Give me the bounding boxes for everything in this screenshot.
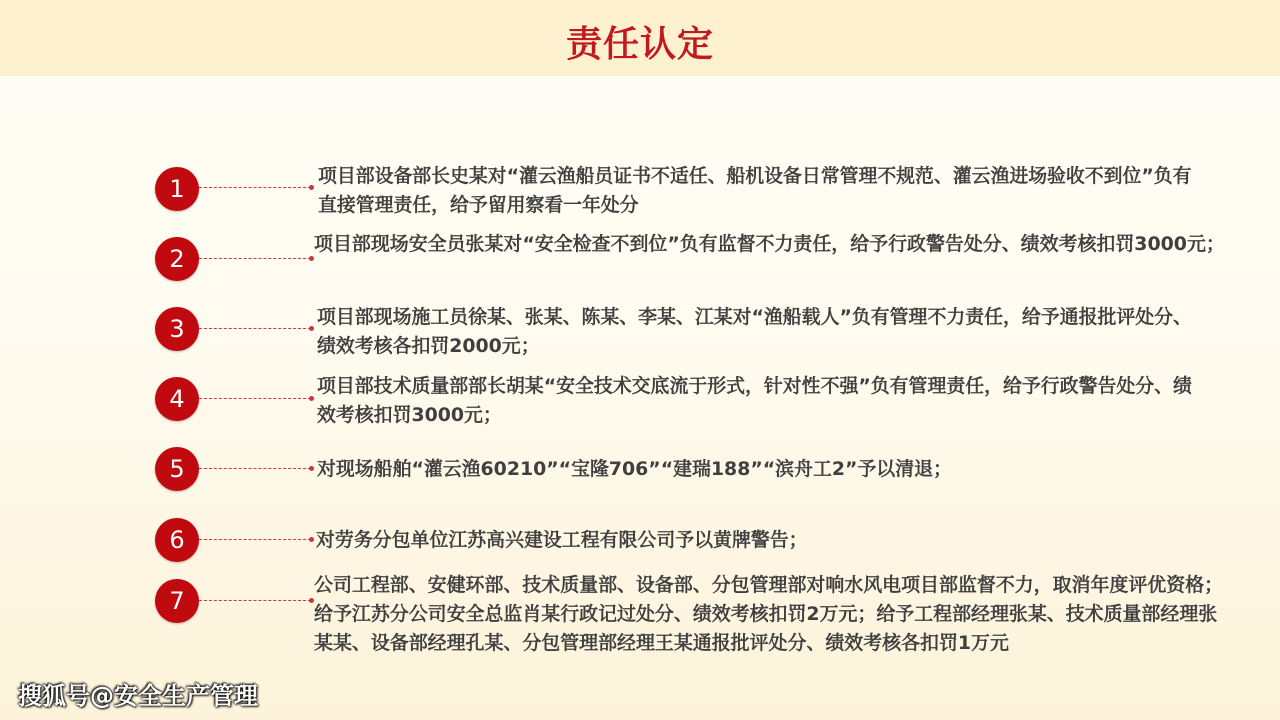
item-number-badge: [155, 167, 199, 211]
dashed-connector: [199, 328, 311, 329]
list-item-text: [318, 162, 1280, 220]
list-item-text: [317, 303, 1280, 361]
item-line: 某某、设备部经理孔某、分包管理部经理王某通报批评处分、绩效考核各扣罚1万元: [314, 632, 1009, 654]
item-line: 对劳务分包单位江苏高兴建设工程有限公司予以黄牌警告；: [316, 529, 808, 551]
item-number: 7: [169, 587, 185, 615]
dashed-connector: [199, 258, 311, 259]
item-line: 项目部设备部长史某对“灌云渔船员证书不适任、船机设备日常管理不规范、灌云渔进场验收不到位”负有: [318, 165, 1192, 187]
dashed-connector: [199, 600, 311, 601]
list-item-text: [317, 372, 1280, 430]
dashed-connector: [199, 187, 311, 188]
item-line: 给予江苏分公司安全总监肖某行政记过处分、绩效考核扣罚2万元；给予工程部经理张某、技术质量部经理张: [314, 603, 1218, 625]
item-number: 4: [169, 385, 185, 413]
dashed-connector: [199, 539, 311, 540]
item-number-badge: [155, 377, 199, 421]
item-line: 直接管理责任，给予留用察看一年处分: [318, 194, 639, 216]
dashed-connector: [199, 468, 311, 469]
item-number-badge: [155, 307, 199, 351]
item-line: 对现场船舶“灌云渔60210”“宝隆706”“建瑞188”“滨舟工2”予以清退；: [317, 458, 952, 480]
item-number: 1: [169, 175, 185, 203]
item-line: 效考核扣罚3000元；: [317, 404, 502, 426]
title-bar: [0, 0, 1280, 76]
item-number: 3: [169, 315, 185, 343]
list-item-text: [314, 230, 1278, 259]
item-line: 项目部技术质量部部长胡某“安全技术交底流于形式，针对性不强”负有管理责任，给予行政警告处分、绩: [317, 375, 1192, 397]
list-item-text: [317, 455, 1280, 484]
item-number-badge: [155, 237, 199, 281]
page-title: 责任认定: [565, 24, 714, 65]
item-line: 绩效考核各扣罚2000元；: [317, 335, 540, 357]
item-number-badge: [155, 518, 199, 562]
item-number-badge: [155, 447, 199, 491]
item-line: 项目部现场安全员张某对“安全检查不到位”负有监督不力责任，给予行政警告处分、绩效考核扣罚3000元；: [314, 233, 1225, 255]
list-item-text: [314, 571, 1278, 658]
item-number: 2: [169, 245, 185, 273]
item-line: 项目部现场施工员徐某、张某、陈某、李某、江某对“渔船载人”负有管理不力责任，给予通报批评处分、: [317, 306, 1192, 328]
item-number-badge: [155, 579, 199, 623]
watermark: 搜狐号@安全生产管理: [18, 682, 258, 710]
dashed-connector: [199, 398, 311, 399]
item-line: 公司工程部、安健环部、技术质量部、设备部、分包管理部对响水风电项目部监督不力，取消年度评优资格；: [314, 574, 1224, 596]
item-number: 6: [169, 526, 185, 554]
item-number: 5: [169, 455, 185, 483]
list-item-text: [316, 526, 1280, 555]
